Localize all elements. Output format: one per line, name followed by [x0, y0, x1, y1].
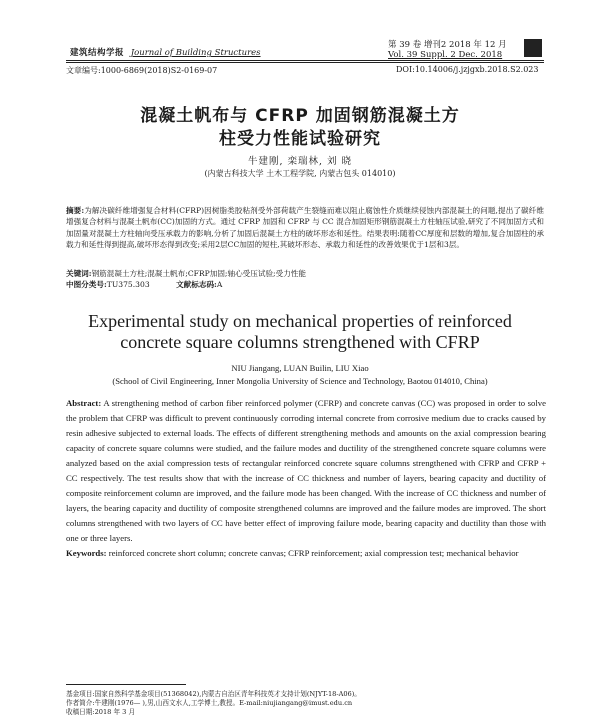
doc-code-value: A — [216, 280, 223, 289]
clc-value: TU375.303 — [106, 280, 150, 289]
header-rule — [66, 60, 544, 61]
en-abstract-label: Abstract: — [66, 398, 102, 408]
cn-keywords-label: 关键词: — [66, 269, 92, 278]
en-keywords — [66, 546, 546, 561]
issue-en: Vol. 39 Suppl. 2 Dec. 2018 — [388, 50, 503, 60]
cn-keywords-text: 钢筋混凝土方柱;混凝土帆布;CFRP加固;轴心受压试验;受力性能 — [91, 269, 306, 278]
cn-classification — [66, 279, 544, 290]
cn-keywords — [66, 268, 544, 279]
doi: DOI:10.14006/j.jzjgxb.2018.S2.023 — [396, 65, 539, 74]
en-keywords-label: Keywords: — [66, 548, 107, 558]
cn-title-line1: 混凝土帆布与 CFRP 加固钢筋混凝土方 — [140, 106, 460, 126]
en-authors: NIU Jiangang, LUAN Builin, LIU Xiao — [231, 363, 369, 373]
cn-affiliation: (内蒙古科技大学 土木工程学院, 内蒙古包头 014010) — [204, 169, 396, 178]
doc-code-label: 文献标志码: — [176, 280, 217, 289]
cn-abstract — [66, 205, 544, 250]
cn-title-line2: 柱受力性能试验研究 — [219, 129, 381, 149]
cn-authors: 牛建刚, 栾瑞林, 刘 晓 — [247, 156, 353, 167]
header-logo-block — [524, 39, 542, 57]
en-affiliation: (School of Civil Engineering, Inner Mongolia University of Science and Technology, Baotou 014010, China) — [112, 376, 488, 386]
journal-name-en: Journal of Building Structures — [130, 48, 261, 58]
clc-label: 中图分类号: — [66, 280, 107, 289]
journal-header — [70, 46, 261, 58]
issue-info — [388, 40, 507, 60]
en-title-line1: Experimental study on mechanical properties of reinforced — [88, 311, 512, 331]
footnote-received: 收稿日期:2018 年 3 月 — [66, 708, 136, 716]
footnote-rule — [66, 684, 186, 685]
header-rule-thin — [66, 62, 544, 63]
issue-cn: 第 39 卷 增刊2 2018 年 12 月 — [388, 40, 507, 50]
footnote-author: 作者简介:牛建刚(1976— ),男,山西文水人,工学博士,教授。E-mail:niujiangang@imust.edu.cn — [66, 699, 353, 707]
en-keywords-text: reinforced concrete short column; concrete canvas; CFRP reinforcement; axial compression test; mechanical behavior — [108, 548, 519, 558]
footnote-fund: 基金项目:国家自然科学基金项目(51368042),内蒙古自治区青年科技英才支持计划(NJYT-18-A06)。 — [66, 690, 361, 698]
journal-name-cn: 建筑结构学报 — [70, 48, 125, 58]
article-number: 文章编号:1000-6869(2018)S2-0169-07 — [66, 66, 218, 75]
cn-abstract-text: 为解决碳纤维增强复合材料(CFRP)因树脂类胶粘剂受外部荷载产生裂缝而难以阻止腐蚀性介质继续侵蚀内部混凝土的问题,提出了碳纤维增强复合材料与混凝土帆布(CC)加固的方式。通过 CFRP 加固和 CFRP 与 CC 混合加固矩形钢筋混凝土方柱轴压试验,研究了不同加固方式和加固量对混凝土方柱轴向受压承载力的影响,分析了加固后混凝土方柱的破坏形态和延性。结果表明:随着CC厚度和层数的增加,复合加固柱的承载力和延性得到提高,破坏形态得到改变;采用2层CC加固的短柱,其破坏形态、承载力和延性的改善效果优于1层和3层。 — [66, 206, 544, 249]
en-abstract-text: A strengthening method of carbon fiber reinforced polymer (CFRP) and concrete canvas (CC) was proposed in order to solve the problem that CFRP was difficult to prevent continuously corroding internal concrete from corrosive medium due to cracks caused by resin adhesive subjected to external loads. The effects of different strengthening methods and amounts on the axial compression bearing capacity of concrete square columns were studied, and the failure modes and ductility of the strengthened concrete square columns were analyzed based on the axial compression tests of rectangular reinforced concrete square columns strengthened with CFRP and CFRP + CC respectively. The test results show that with the increase of CC thickness and number of layers, bearing capacity and ductility of composite reinforcement column are improved, and the failure mode has been changed. With the increase of CC thickness and number of layers, the bearing capacity and ductility of composite strengthened columns are improved and the failure modes are improved. The short columns strengthened with two layers of CC have better effect of improving failure mode, bearing capacity and ductility than those with one or three layers. — [66, 398, 547, 544]
en-abstract — [66, 396, 546, 546]
en-title-line2: concrete square columns strengthened with CFRP — [120, 332, 480, 352]
cn-abstract-label: 摘要: — [66, 206, 85, 215]
